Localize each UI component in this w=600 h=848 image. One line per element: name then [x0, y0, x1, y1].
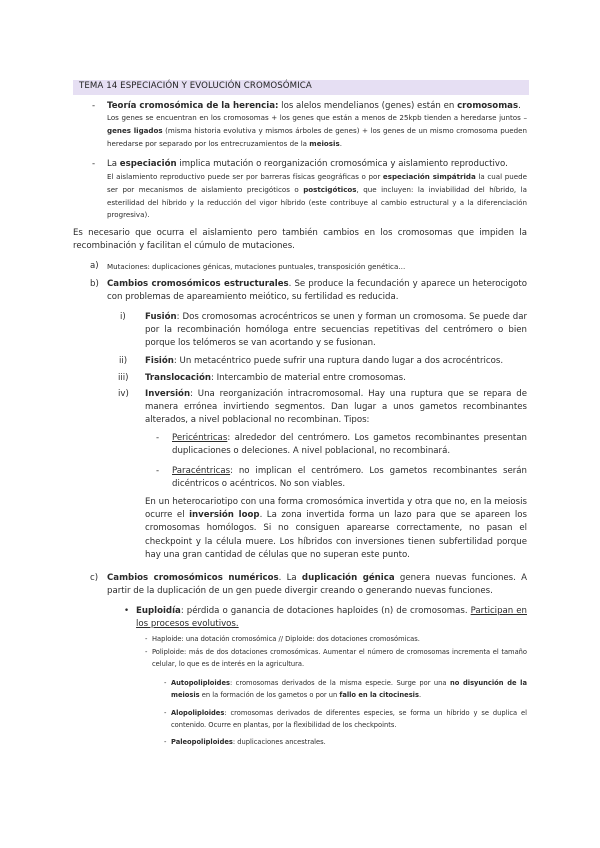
bullet-dash: - — [145, 635, 148, 643]
translocation-item: Translocación: Intercambio de material entre cromosomas. — [145, 373, 406, 383]
polyploid-item: Poliploide: más de dos dotaciones cromosómicas. Aumentar el número de cromosomas incrementa el tamaño celular, lo que es de interés en la agricultura. — [152, 648, 527, 668]
list-marker-c: c) — [90, 573, 99, 583]
numerical-changes-item: Cambios cromosómicos numéricos. La duplicación génica genera nuevas funciones. A partir de la duplicación de un gen puede divergir creando o generando nuevas funciones. — [107, 573, 528, 597]
heterokaryotype-paragraph: En un heterocariotipo con una forma cromosómica invertida y otra que no, en la meiosis ocurre el inversión loop. La zona invertida forma un lazo para que se apareen los cromosomas homólogos. Si no consiguen aparearse correctamente, no pasan el checkpoint y la célula muere. Los híbridos con inversiones tienen subfertilidad porque hay una gran cantidad de células que no superan este punto. — [145, 497, 527, 560]
page-title: TEMA 14 ESPECIACIÓN Y EVOLUCIÓN CROMOSÓMICA — [79, 81, 312, 91]
list-marker-iv: iv) — [118, 389, 129, 399]
intro-paragraph: Es necesario que ocurra el aislamiento pero también cambios en los cromosomas que impiden la recombinación y facilitan el cúmulo de mutaciones. — [73, 228, 527, 252]
bullet-point: • — [124, 606, 130, 616]
theory-detail: Los genes se encuentran en los cromosomas + los genes que están a menos de 25kpb tienden a heredarse juntos – genes ligados (misma historia evolutiva y mismos árboles de genes) + los genes de un mismo cromosoma pueden heredarse por separado por los entrecruzamientos de la meiosis. — [107, 113, 528, 148]
bullet-dash: - — [156, 433, 160, 443]
list-marker-iii: iii) — [118, 373, 129, 383]
bullet-dash: - — [92, 101, 96, 111]
speciation-paragraph: La especiación implica mutación o reorganización cromosómica y aislamiento reproductivo. — [107, 159, 508, 169]
fission-item: Fisión: Un metacéntrico puede sufrir una ruptura dando lugar a dos acrocéntricos. — [145, 356, 504, 366]
autopolyploid-item: Autopoliploides: cromosomas derivados de la misma especie. Surge por una no disyunción de la meiosis en la formación de los gametos o por un fallo en la citocinesis. — [171, 679, 527, 699]
theory-paragraph: Teoría cromosómica de la herencia: los alelos mendelianos (genes) están en cromosomas. — [107, 101, 521, 111]
pericentric-item: Pericéntricas: alrededor del centrómero. Los gametos recombinantes presentan duplicaciones o deleciones. A nivel poblacional, no recombinará. — [172, 433, 527, 457]
bullet-dash: - — [164, 738, 167, 746]
allopolyploid-item: Alopoliploides: cromosomas derivados de diferentes especies, se forma un híbrido y se duplica el contenido. Ocurre en plantas, por la flexibilidad de los checkpoints. — [171, 709, 527, 729]
list-marker-i: i) — [120, 312, 126, 322]
paleopolyploid-item: Paleopoliploides: duplicaciones ancestrales. — [171, 738, 326, 746]
structural-changes-item: Cambios cromosómicos estructurales. Se produce la fecundación y aparece un heterocigoto con problemas de apareamiento meiótico, su fertilidad es reducida. — [107, 279, 527, 303]
bullet-dash: - — [156, 466, 160, 476]
paracentric-item: Paracéntricas: no implican el centrómero. Los gametos recombinantes serán dicéntricos o acéntricos. No son viables. — [172, 466, 527, 490]
haploid-item: Haploide: una dotación cromosómica // Diploide: dos dotaciones cromosómicas. — [152, 635, 420, 643]
mutations-item: Mutaciones: duplicaciones génicas, mutaciones puntuales, transposición genética… — [107, 262, 406, 271]
speciation-detail: El aislamiento reproductivo puede ser por barreras físicas geográficas o por especiación simpátrida la cual puede ser por mecanismos de aislamiento precigóticos o postcigóticos, que incluyen: la inviabilidad del híbrido, la esterilidad del híbrido y la reducción del vigor híbrido (este contribuye al cambio estructural y a la diferenciación progresiva). — [107, 172, 527, 220]
fusion-item: Fusión: Dos cromosomas acrocéntricos se unen y forman un cromosoma. Se puede dar por la recombinación homóloga entre secuencias repetitivas del centrómero o bien porque los telómeros se van acortando y se fusionan. — [145, 312, 527, 349]
bullet-dash: - — [164, 709, 167, 717]
bullet-dash: - — [92, 159, 96, 169]
inversion-item: Inversión: Una reorganización intracromosomal. Hay una ruptura que se repara de manera errónea invirtiendo segmentos. Dan lugar a unos gametos recombinantes alterados, a nivel poblacional no recombinan. Tipos: — [145, 389, 527, 426]
bullet-dash: - — [145, 648, 148, 656]
list-marker-b: b) — [90, 279, 99, 289]
bullet-dash: - — [164, 679, 167, 687]
list-marker-ii: ii) — [119, 356, 128, 366]
list-marker-a: a) — [90, 261, 99, 271]
euploidy-item: Euploidía: pérdida o ganancia de dotaciones haploides (n) de cromosomas. Participan en los procesos evolutivos. — [136, 606, 527, 630]
